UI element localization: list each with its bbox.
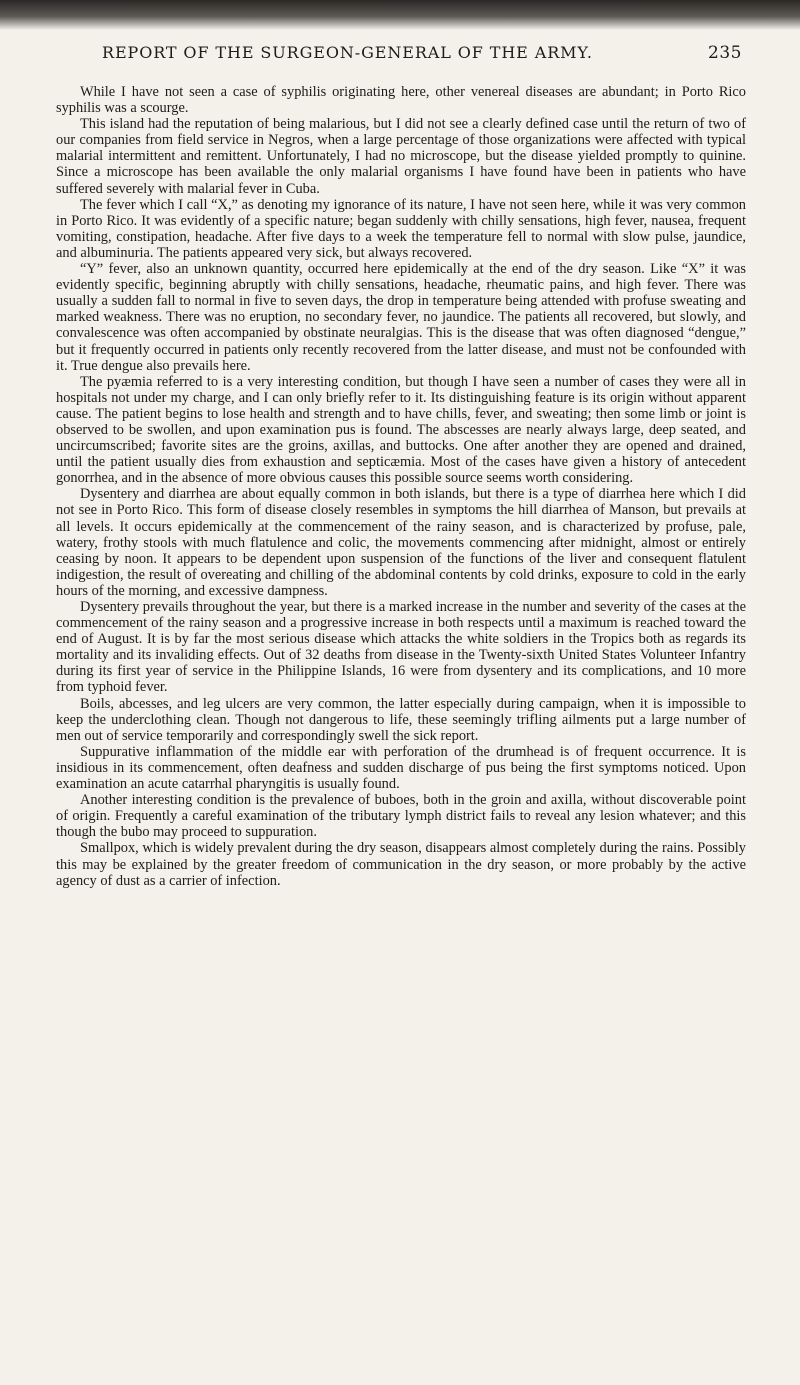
paragraph-boils: Boils, abcesses, and leg ulcers are very common, the latter especially during campaign, when it is impossible to keep the underclothing clean. Though not dangerous to life, these seemingly trifling ailments put a large number of men out of service temporarily and correspondingly swell the sick report. <box>56 695 746 744</box>
paragraph-buboes: Another interesting condition is the prevalence of buboes, both in the groin and axilla, without discoverable point of origin. Frequently a careful examination of the tributary lymph district fails to reveal any lesion whatever; and this though the bubo may proceed to suppuration. <box>56 792 746 841</box>
running-title: REPORT OF THE SURGEON-GENERAL OF THE ARMY. <box>102 43 593 62</box>
paragraph-x-fever: The fever which I call “X,” as denoting my ignorance of its nature, I have not seen here, while it was very common in Porto Rico. It was evidently of a specific nature; began suddenly with chilly sensations, high fever, nausea, frequent vomiting, constipation, headache. After five days to a week the temperature fell to normal with slow pulse, jaundice, and albuminuria. The patients appeared very sick, but always recovered. <box>56 196 746 261</box>
running-header <box>102 43 742 67</box>
paragraph-malaria: This island had the reputation of being malarious, but I did not see a clearly defined case until the return of two of our companies from field service in Negros, when a large percentage of those organizations were affected with typical malarial intermittent and remittent. Unfortunately, I had no microscope, but the disease yielded promptly to quinine. Since a microscope has been available the only malarial organisms I have found have been in patients who have suffered severely with malarial fever in Cuba. <box>56 116 746 197</box>
paragraph-middle-ear: Suppurative inflammation of the middle ear with perforation of the drumhead is of frequent occurrence. It is insidious in its commencement, often deafness and sudden discharge of pus being the first symptoms noticed. Upon examination an acute catarrhal pharyngitis is usually found. <box>56 743 746 793</box>
paragraph-dysentery: Dysentery prevails throughout the year, but there is a marked increase in the number and severity of the cases at the commencement of the rainy season and a progressive increase in both respects until a maximum is reached toward the end of August. It is by far the most serious disease which attacks the white soldiers in the Tropics both as regards its mortality and its invaliding effects. Out of 32 deaths from disease in the Twenty-sixth United States Volunteer Infantry during its first year of service in the Philippine Islands, 16 were from dysentery and its complications, and 10 more from typhoid fever. <box>56 599 746 696</box>
paragraph-smallpox: Smallpox, which is widely prevalent during the dry season, disappears almost completely during the rains. Possibly this may be explained by the greater freedom of communication in the dry season, or more probably by the active agency of dust as a carrier of infection. <box>56 840 746 889</box>
body-text <box>56 84 746 889</box>
paragraph-y-fever: “Y” fever, also an unknown quantity, occurred here epidemically at the end of the dry season. Like “X” it was evidently specific, beginning abruptly with chilly sensations, headache, rheumatic pains, and high fever. There was usually a sudden fall to normal in five to seven days, the drop in temperature being attended with profuse sweating and marked weakness. There was no eruption, no secondary fever, no jaundice. The patients all recovered, but slowly, and convalescence was often accompanied by obstinate neuralgias. This is the disease that was often diagnosed “dengue,” but it frequently occurred in patients only recently recovered from the latter disease, and must not be confounded with it. True dengue also prevails here. <box>56 261 746 374</box>
page-number: 235 <box>708 43 742 63</box>
paragraph-pyaemia: The pyæmia referred to is a very interesting condition, but though I have seen a number of cases they were all in hospitals not under my charge, and I can only briefly refer to it. Its distinguishing feature is its origin without apparent cause. The patient begins to lose health and strength and to have chills, fever, and sweating; then some limb or joint is observed to be swollen, and upon examination pus is found. The abscesses are nearly always large, deep seated, and uncircumscribed; favorite sites are the groins, axillas, and buttocks. One after another they are opened and drained, until the patient usually dies from exhaustion and septicæmia. Most of the cases have given a history of antecedent gonorrhea, and in the absence of more obvious causes this possible source seems worth considering. <box>56 373 746 487</box>
paragraph-syphilis: While I have not seen a case of syphilis originating here, other venereal diseases are abundant; in Porto Rico syphilis was a scourge. <box>56 84 746 117</box>
paragraph-diarrhea: Dysentery and diarrhea are about equally common in both islands, but there is a type of diarrhea here which I did not see in Porto Rico. This form of disease closely resembles in symptoms the hill diarrhea of Manson, but prevails at all levels. It occurs epidemically at the commencement of the rainy season, and is characterized by profuse, pale, watery, frothy stools with much flatulence and colic, the movements commencing after midnight, almost or entirely ceasing by noon. It appears to be dependent upon suspension of the functions of the liver and consequent flatulent indigestion, the result of overeating and chilling of the abdominal contents by cold drinks, exposure to cold in the early hours of the morning, and excessive dampness. <box>56 486 746 599</box>
scan-top-shadow <box>0 0 800 30</box>
